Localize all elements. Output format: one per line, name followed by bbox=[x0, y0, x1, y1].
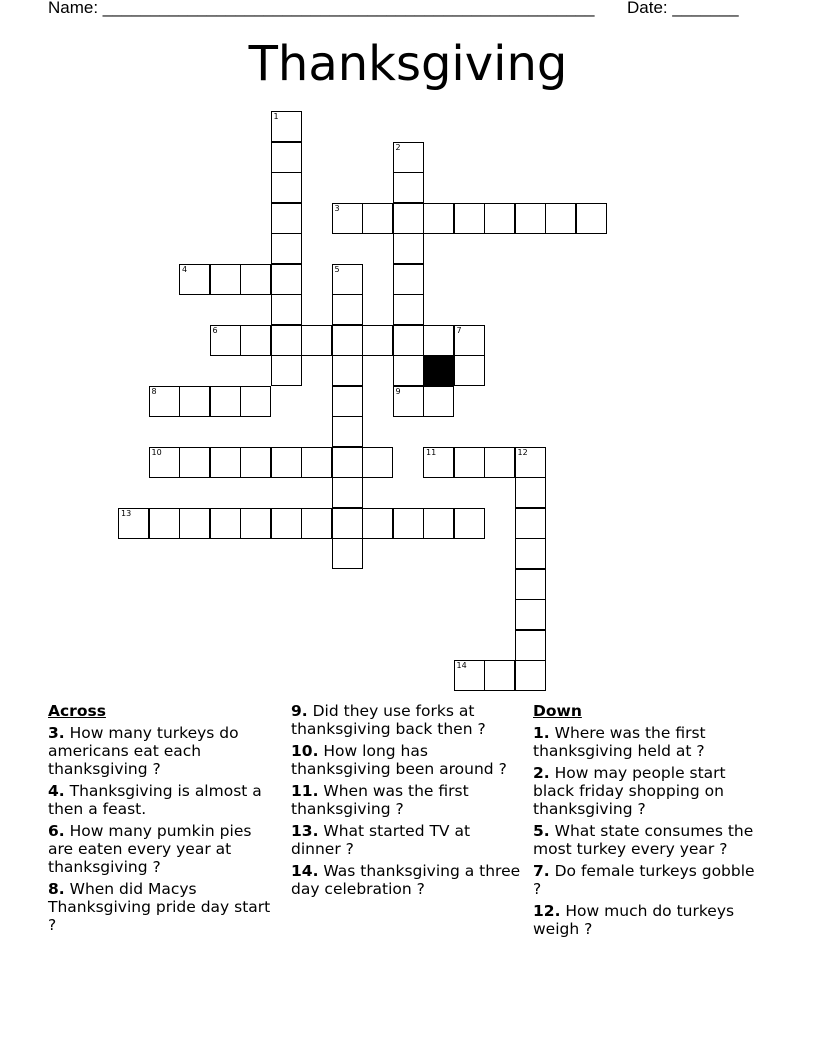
clue-item-number: 10. bbox=[291, 742, 319, 760]
crossword-cell[interactable] bbox=[393, 264, 424, 295]
crossword-cell[interactable] bbox=[210, 386, 241, 417]
clue-item-text: When did Macys Thanksgiving pride day start ? bbox=[48, 880, 271, 934]
across-clue-list bbox=[48, 724, 280, 934]
crossword-cell[interactable] bbox=[454, 325, 485, 356]
crossword-cell[interactable] bbox=[576, 203, 607, 234]
crossword-cell[interactable] bbox=[332, 447, 363, 478]
across-clue-list-continued bbox=[291, 702, 523, 898]
clue-number: 10 bbox=[151, 447, 162, 457]
crossword-cell[interactable] bbox=[393, 386, 424, 417]
crossword-cell[interactable] bbox=[484, 203, 515, 234]
crossword-cell[interactable] bbox=[423, 386, 454, 417]
clue-number: 5 bbox=[334, 264, 340, 274]
clue-item-number: 1. bbox=[533, 724, 550, 742]
crossword-cell[interactable] bbox=[545, 203, 576, 234]
crossword-cell[interactable] bbox=[301, 508, 332, 539]
clue-item-text: Where was the first thanksgiving held at ? bbox=[533, 724, 706, 760]
clue-item bbox=[533, 724, 765, 760]
clue-item bbox=[48, 880, 280, 934]
clue-item bbox=[291, 822, 523, 858]
crossword-cell[interactable] bbox=[515, 447, 546, 478]
crossword-cell[interactable] bbox=[454, 508, 485, 539]
crossword-cell[interactable] bbox=[240, 325, 271, 356]
clue-item-number: 8. bbox=[48, 880, 65, 898]
crossword-cell[interactable] bbox=[210, 325, 241, 356]
crossword-cell[interactable] bbox=[332, 477, 363, 508]
clue-item bbox=[291, 862, 523, 898]
clue-item-text: When was the first thanksgiving ? bbox=[291, 782, 469, 818]
clue-item bbox=[291, 742, 523, 778]
clue-item-number: 11. bbox=[291, 782, 319, 800]
clue-item bbox=[48, 782, 280, 818]
crossword-cell[interactable] bbox=[515, 599, 546, 630]
crossword-cell[interactable] bbox=[271, 325, 302, 356]
crossword-cell[interactable] bbox=[454, 660, 485, 691]
crossword-cell[interactable] bbox=[179, 508, 210, 539]
crossword-cell[interactable] bbox=[393, 355, 424, 386]
clue-number: 9 bbox=[395, 386, 401, 396]
crossword-cell[interactable] bbox=[423, 508, 454, 539]
across-heading: Across bbox=[48, 702, 106, 720]
clue-item bbox=[533, 822, 765, 858]
clue-number: 2 bbox=[395, 142, 401, 152]
clue-item-number: 14. bbox=[291, 862, 319, 880]
crossword-cell[interactable] bbox=[149, 508, 180, 539]
clue-item bbox=[533, 902, 765, 938]
blocked-cell bbox=[423, 355, 454, 386]
crossword-cell[interactable] bbox=[149, 447, 180, 478]
clue-item bbox=[533, 764, 765, 818]
crossword-cell[interactable] bbox=[271, 172, 302, 203]
crossword-cell[interactable] bbox=[393, 233, 424, 264]
crossword-cell[interactable] bbox=[332, 294, 363, 325]
crossword-cell[interactable] bbox=[423, 325, 454, 356]
clue-number: 1 bbox=[273, 112, 279, 121]
name-field-label: Name: ____________________________________________________ bbox=[48, 0, 595, 17]
crossword-cell[interactable] bbox=[271, 233, 302, 264]
crossword-cell[interactable] bbox=[179, 386, 210, 417]
crossword-cell[interactable] bbox=[332, 325, 363, 356]
crossword-cell[interactable] bbox=[271, 203, 302, 234]
clue-item bbox=[48, 822, 280, 876]
crossword-cell[interactable] bbox=[423, 203, 454, 234]
clue-item-text: How long has thanksgiving been around ? bbox=[291, 742, 507, 778]
clue-item bbox=[533, 862, 765, 898]
clue-item-number: 13. bbox=[291, 822, 319, 840]
crossword-cell[interactable] bbox=[179, 264, 210, 295]
crossword-cell[interactable] bbox=[454, 447, 485, 478]
clue-item-text: What started TV at dinner ? bbox=[291, 822, 471, 858]
clue-item-text: Did they use forks at thanksgiving back then ? bbox=[291, 702, 486, 738]
down-heading: Down bbox=[533, 702, 582, 720]
clue-item bbox=[48, 724, 280, 778]
clue-number: 11 bbox=[426, 447, 437, 457]
crossword-cell[interactable] bbox=[149, 386, 180, 417]
crossword-cell[interactable] bbox=[362, 203, 393, 234]
clue-item-text: How many pumkin pies are eaten every year at thanksgiving ? bbox=[48, 822, 252, 876]
crossword-cell[interactable] bbox=[271, 355, 302, 386]
clue-item-text: Thanksgiving is almost a then a feast. bbox=[48, 782, 262, 818]
crossword-cell[interactable] bbox=[179, 447, 210, 478]
clue-number: 13 bbox=[121, 508, 132, 518]
crossword-cell[interactable] bbox=[332, 203, 363, 234]
puzzle-title: Thanksgiving bbox=[248, 36, 568, 92]
crossword-cell[interactable] bbox=[301, 447, 332, 478]
down-clues-column bbox=[533, 702, 765, 942]
crossword-cell[interactable] bbox=[515, 660, 546, 691]
clue-number: 4 bbox=[182, 264, 188, 274]
crossword-cell[interactable] bbox=[210, 264, 241, 295]
crossword-cell[interactable] bbox=[332, 355, 363, 386]
crossword-cell[interactable] bbox=[240, 447, 271, 478]
crossword-cell[interactable] bbox=[210, 447, 241, 478]
crossword-cell[interactable] bbox=[515, 538, 546, 569]
crossword-cell[interactable] bbox=[332, 264, 363, 295]
crossword-cell[interactable] bbox=[393, 508, 424, 539]
crossword-cell[interactable] bbox=[271, 111, 302, 142]
crossword-cell[interactable] bbox=[393, 203, 424, 234]
clue-item-number: 2. bbox=[533, 764, 550, 782]
clue-number: 14 bbox=[456, 661, 467, 670]
crossword-cell[interactable] bbox=[240, 264, 271, 295]
clue-item-number: 6. bbox=[48, 822, 65, 840]
crossword-cell[interactable] bbox=[484, 660, 515, 691]
crossword-cell[interactable] bbox=[362, 325, 393, 356]
down-clue-list bbox=[533, 724, 765, 938]
date-field-label: Date: _______ bbox=[627, 0, 739, 17]
clue-item-text: What state consumes the most turkey every year ? bbox=[533, 822, 754, 858]
clue-item-number: 4. bbox=[48, 782, 65, 800]
crossword-cell[interactable] bbox=[362, 508, 393, 539]
crossword-cell[interactable] bbox=[271, 447, 302, 478]
crossword-cell[interactable] bbox=[240, 386, 271, 417]
clue-item-text: Do female turkeys gobble ? bbox=[533, 862, 755, 898]
crossword-cell[interactable] bbox=[393, 325, 424, 356]
crossword-cell[interactable] bbox=[332, 386, 363, 417]
crossword-cell[interactable] bbox=[515, 569, 546, 600]
crossword-cell[interactable] bbox=[332, 538, 363, 569]
crossword-cell[interactable] bbox=[454, 203, 485, 234]
crossword-cell[interactable] bbox=[332, 508, 363, 539]
clue-item bbox=[291, 782, 523, 818]
clue-item-number: 12. bbox=[533, 902, 561, 920]
crossword-cell[interactable] bbox=[515, 630, 546, 661]
clue-item-number: 7. bbox=[533, 862, 550, 880]
crossword-cell[interactable] bbox=[515, 477, 546, 508]
clue-item-number: 5. bbox=[533, 822, 550, 840]
crossword-cell[interactable] bbox=[301, 325, 332, 356]
crossword-cell[interactable] bbox=[332, 416, 363, 447]
clue-item-text: How may people start black friday shopping on thanksgiving ? bbox=[533, 764, 726, 818]
clue-number: 6 bbox=[212, 325, 218, 335]
clue-item-number: 9. bbox=[291, 702, 308, 720]
across-clues-column-2 bbox=[291, 702, 523, 902]
crossword-cell[interactable] bbox=[210, 508, 241, 539]
crossword-cell[interactable] bbox=[118, 508, 149, 539]
clue-number: 3 bbox=[334, 203, 340, 213]
crossword-cell[interactable] bbox=[393, 142, 424, 173]
clue-item-text: How much do turkeys weigh ? bbox=[533, 902, 735, 938]
crossword-cell[interactable] bbox=[423, 447, 454, 478]
across-clues-column-1 bbox=[48, 702, 280, 938]
crossword-cell[interactable] bbox=[454, 355, 485, 386]
crossword-cell[interactable] bbox=[515, 203, 546, 234]
crossword-cell[interactable] bbox=[393, 172, 424, 203]
crossword-cell[interactable] bbox=[484, 447, 515, 478]
crossword-cell[interactable] bbox=[362, 447, 393, 478]
clue-number: 7 bbox=[456, 325, 462, 335]
clue-item-text: Was thanksgiving a three day celebration ? bbox=[291, 862, 521, 898]
clue-item bbox=[291, 702, 523, 738]
crossword-cell[interactable] bbox=[271, 142, 302, 173]
clue-number: 12 bbox=[517, 447, 528, 457]
crossword-cell[interactable] bbox=[393, 294, 424, 325]
clue-item-number: 3. bbox=[48, 724, 65, 742]
crossword-cell[interactable] bbox=[240, 508, 271, 539]
crossword-cell[interactable] bbox=[271, 264, 302, 295]
clue-number: 8 bbox=[151, 386, 157, 396]
clue-item-text: How many turkeys do americans eat each thanksgiving ? bbox=[48, 724, 239, 778]
crossword-cell[interactable] bbox=[271, 508, 302, 539]
crossword-cell[interactable] bbox=[271, 294, 302, 325]
crossword-cell[interactable] bbox=[515, 508, 546, 539]
